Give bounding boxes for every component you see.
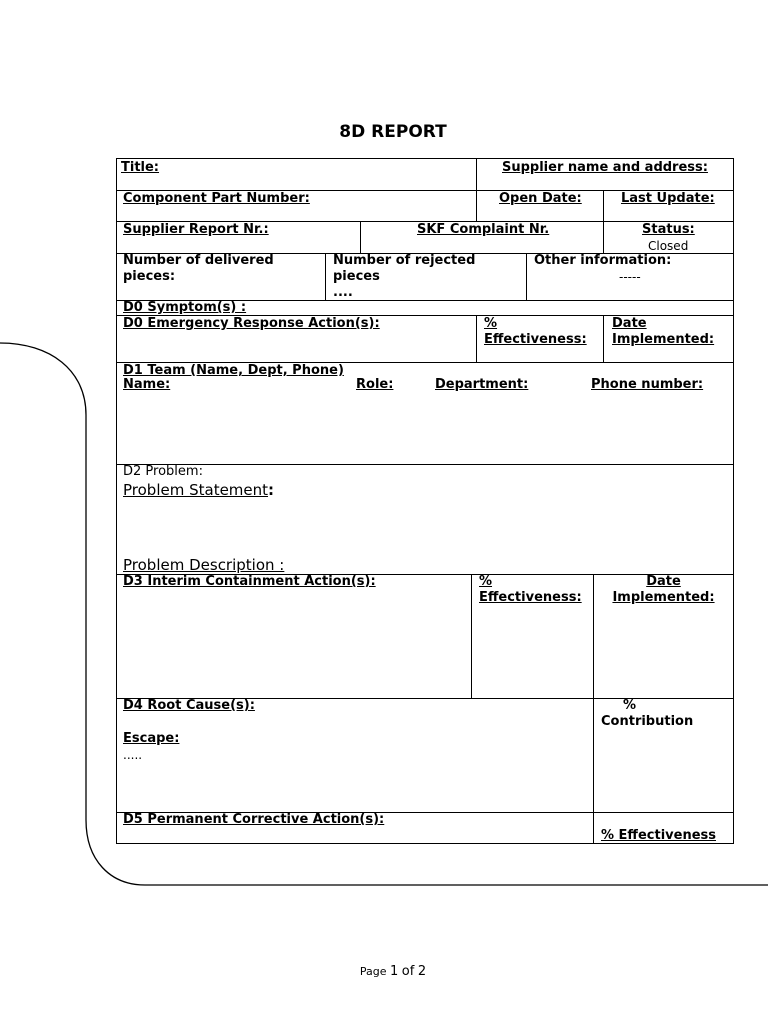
row-title xyxy=(116,158,734,191)
d0-effectiveness-cell xyxy=(476,316,604,362)
d2-statement-label: Problem Statement xyxy=(123,481,269,499)
delivered-line1: Number of delivered xyxy=(123,253,274,268)
page-footer xyxy=(0,964,768,979)
d4-escape-label: Escape: xyxy=(123,731,180,746)
row-d0-emergency xyxy=(116,315,734,363)
supplier-cell xyxy=(476,159,733,190)
report-title: 8D REPORT xyxy=(339,122,447,142)
open-date-label: Open Date: xyxy=(499,191,582,206)
d1-department-label: Department: xyxy=(435,377,529,392)
d0-date-line1: Date xyxy=(612,316,647,331)
row-component xyxy=(116,190,734,222)
d4-contribution-cell xyxy=(593,699,733,812)
other-info-cell xyxy=(526,254,733,300)
d2-heading: D2 Problem: xyxy=(123,464,203,479)
row-d4-root-cause xyxy=(116,698,734,813)
d1-heading: D1 Team (Name, Dept, Phone) xyxy=(123,363,344,378)
d1-phone-label: Phone number: xyxy=(591,377,704,392)
skf-complaint-label: SKF Complaint Nr. xyxy=(417,222,550,237)
delivered-line2: pieces: xyxy=(123,269,176,284)
d4-contrib-line1: % xyxy=(623,698,637,713)
d0-symptom-label: D0 Symptom(s) : xyxy=(123,300,247,315)
d3-date-cell xyxy=(593,575,733,698)
rejected-line1: Number of rejected xyxy=(333,253,476,268)
last-update-label: Last Update: xyxy=(621,191,715,206)
d4-heading: D4 Root Cause(s): xyxy=(123,698,255,713)
footer-page-total: 2 xyxy=(417,964,427,979)
d0-eff-line1: % xyxy=(484,316,498,331)
d2-description-label: Problem Description : xyxy=(123,556,285,574)
d3-date-line2: Implemented: xyxy=(612,590,715,605)
last-update-cell xyxy=(603,191,733,221)
d4-escape-value: ..... xyxy=(123,748,143,762)
d1-name-label: Name: xyxy=(123,377,171,392)
d5-effectiveness-label: % Effectiveness xyxy=(601,828,716,843)
d0-date-line2: Implemented: xyxy=(612,332,715,347)
row-report xyxy=(116,221,734,254)
d3-effectiveness-cell xyxy=(471,575,594,698)
rejected-line2: pieces xyxy=(333,269,380,284)
supplier-label: Supplier name and address: xyxy=(502,160,708,175)
title-label: Title: xyxy=(121,160,160,175)
rejected-cell xyxy=(325,254,527,300)
footer-of-word: of xyxy=(401,964,415,979)
d0-date-cell xyxy=(603,316,733,362)
row-d5-corrective xyxy=(116,812,734,844)
d2-statement-colon: : xyxy=(268,481,275,499)
row-d3-containment xyxy=(116,574,734,699)
footer-page-word: Page xyxy=(359,965,387,978)
d3-eff-line1: % xyxy=(479,574,493,589)
row-d1-team xyxy=(116,362,734,465)
d3-date-line1: Date xyxy=(646,574,681,589)
row-d2-problem xyxy=(116,464,734,575)
d5-heading: D5 Permanent Corrective Action(s): xyxy=(123,812,385,827)
supplier-report-label: Supplier Report Nr.: xyxy=(123,222,269,237)
row-d0-symptom xyxy=(116,300,734,316)
rejected-line3: .... xyxy=(333,285,353,300)
component-label: Component Part Number: xyxy=(123,191,310,206)
d0-eff-line2: Effectiveness: xyxy=(484,332,587,347)
d0-emergency-label: D0 Emergency Response Action(s): xyxy=(123,316,380,331)
footer-page-number: 1 xyxy=(390,964,399,979)
d3-eff-line2: Effectiveness: xyxy=(479,590,582,605)
status-value: Closed xyxy=(648,239,689,253)
d1-role-label: Role: xyxy=(356,377,394,392)
status-cell xyxy=(603,222,733,253)
open-date-cell xyxy=(476,191,604,221)
status-label: Status: xyxy=(642,222,695,237)
other-info-value: ----- xyxy=(619,270,641,284)
d3-heading: D3 Interim Containment Action(s): xyxy=(123,574,376,589)
other-info-label: Other information: xyxy=(534,253,672,268)
d5-effectiveness-cell xyxy=(593,813,733,843)
skf-cell xyxy=(360,222,604,253)
row-pieces xyxy=(116,253,734,301)
d4-contrib-line2: Contribution xyxy=(601,714,694,729)
